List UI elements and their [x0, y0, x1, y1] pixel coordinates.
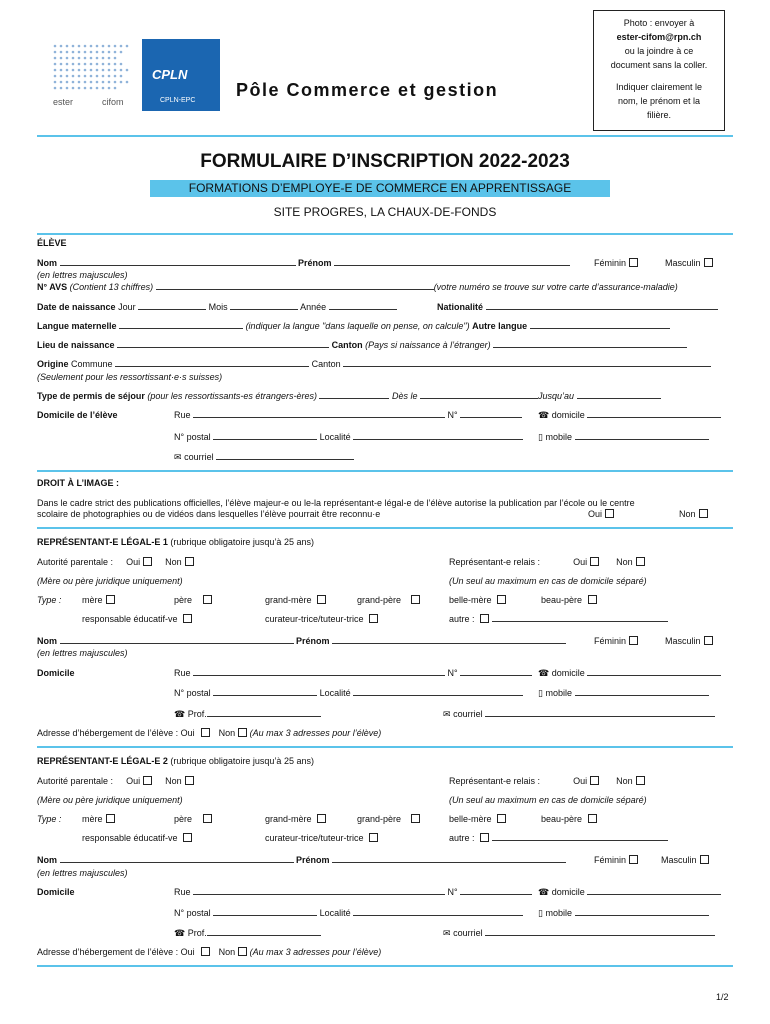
phone-icon: ☎ — [538, 888, 550, 898]
rep2-mere-checkbox[interactable] — [106, 814, 115, 823]
domicile-phone-label: domicile — [551, 887, 585, 897]
rep1-mere-checkbox[interactable] — [106, 595, 115, 604]
rep2-resp — [82, 833, 192, 843]
dot-grid-icon — [50, 42, 130, 96]
divider — [37, 135, 733, 137]
rep2-courriel-field[interactable] — [485, 928, 715, 936]
rep1-domicile-phone-field[interactable] — [587, 668, 721, 676]
masculin-checkbox[interactable] — [704, 258, 713, 267]
courriel-label: courriel — [184, 452, 214, 462]
rep2-heading-note: (rubrique obligatoire jusqu’à 25 ans) — [170, 756, 314, 766]
rep2-prenom-field[interactable] — [332, 855, 566, 863]
permis-label: Type de permis de séjour — [37, 391, 145, 401]
avs-label: N° AVS — [37, 282, 68, 292]
rep2-masculin-checkbox[interactable] — [700, 855, 709, 864]
rep1-prof-field[interactable] — [207, 709, 321, 717]
des-le-label: Dès le — [391, 391, 418, 401]
rep2-heading: REPRÉSENTANT-E LÉGAL-E 2 — [37, 756, 168, 766]
phone-icon: ☎ — [174, 710, 186, 720]
rep2-beau-pere-checkbox[interactable] — [588, 814, 597, 823]
rep2-domicile-phone-field[interactable] — [587, 887, 721, 895]
pere-label: père — [174, 595, 193, 605]
rep1-rue-field[interactable] — [193, 668, 445, 676]
canton-field[interactable] — [493, 340, 687, 348]
autorite-label: Autorité parentale : — [37, 557, 114, 567]
divider — [37, 527, 733, 529]
rep2-localite-field[interactable] — [353, 908, 523, 916]
rep1-nom-row — [37, 636, 566, 646]
image-consent — [588, 509, 708, 519]
hebergement-label: Adresse d’hébergement de l’élève : Oui — [37, 728, 195, 738]
rep1-sexe — [594, 636, 713, 646]
rep1-relais-row — [449, 557, 645, 567]
phone-icon: ☎ — [538, 411, 550, 421]
lieu-label: Lieu de naissance — [37, 340, 115, 350]
masculin-label: Masculin — [665, 258, 701, 268]
localite-label: Localité — [319, 432, 351, 442]
tel-row — [538, 410, 721, 421]
suisses-note: (Seulement pour les ressortissant·e·s suisses) — [37, 372, 223, 382]
photo-line: document sans la coller. — [610, 60, 708, 70]
rep1-mere — [82, 595, 115, 605]
rep1-grand-mere-checkbox[interactable] — [317, 595, 326, 604]
autorite-non-label: Non — [165, 776, 182, 786]
photo-email: ester-cifom@rpn.ch — [616, 32, 702, 42]
envelope-icon: ✉ — [174, 453, 182, 463]
section-rep2 — [37, 756, 314, 766]
feminin-label: Féminin — [594, 636, 627, 646]
rep2-relais-non-checkbox[interactable] — [636, 776, 645, 785]
hebergement-non-label: Non — [218, 947, 236, 957]
divider — [37, 233, 733, 235]
no-field[interactable] — [460, 410, 522, 418]
relais-label: Représentant-e relais : — [449, 557, 541, 567]
autorite-oui-label: Oui — [126, 557, 141, 567]
rep1-resp-checkbox[interactable] — [183, 614, 192, 623]
origine-row — [37, 359, 711, 369]
rep2-prof-field[interactable] — [207, 928, 321, 936]
lieu-row — [37, 340, 687, 350]
hebergement-non-label: Non — [218, 728, 236, 738]
image-text-1: Dans le cadre strict des publications officielles, l’élève majeur-e ou le-la représentant-e légal-e de l’élève autorise la publication par l’école ou le centre — [37, 498, 635, 508]
domicile-label: Domicile de l’élève — [37, 410, 118, 420]
prof-label: Prof. — [187, 709, 207, 719]
langue-field[interactable] — [119, 321, 243, 329]
mobile-icon: ▯ — [538, 909, 543, 919]
page-title: FORMULAIRE D’INSCRIPTION 2022-2023 — [200, 151, 570, 172]
rep2-sexe — [594, 855, 709, 865]
divider — [37, 965, 733, 967]
avs-hint: (votre numéro se trouve sur votre carte d’assurance-maladie) — [433, 282, 678, 292]
rep2-autre-checkbox[interactable] — [480, 833, 489, 842]
rep1-autorite-row — [37, 557, 194, 567]
no-label: N° — [447, 410, 458, 420]
naissance-row — [37, 302, 397, 312]
npa-row — [174, 432, 523, 442]
type-label: Type : — [37, 814, 62, 824]
rep2-no-field[interactable] — [460, 887, 532, 895]
image-non-checkbox[interactable] — [699, 509, 708, 518]
mere-label: mère — [82, 814, 103, 824]
domicile-phone-field[interactable] — [587, 410, 721, 418]
no-label: N° — [447, 668, 458, 678]
rep1-npa-field[interactable] — [213, 688, 317, 696]
resp-label: responsable éducatif-ve — [82, 833, 178, 843]
mobile-icon: ▯ — [538, 689, 543, 699]
rep2-hebergement-non-checkbox[interactable] — [238, 947, 247, 956]
lieu-field[interactable] — [117, 340, 329, 348]
rep1-feminin-checkbox[interactable] — [629, 636, 638, 645]
jour-field[interactable] — [138, 302, 206, 310]
site-title: SITE PROGRES, LA CHAUX-DE-FONDS — [273, 205, 497, 219]
eleve-nom-row — [37, 258, 570, 268]
rep1-belle-mere — [449, 595, 506, 605]
rep2-grand-pere-checkbox[interactable] — [411, 814, 420, 823]
canton-label: Canton — [331, 340, 363, 350]
mere-label: mère — [82, 595, 103, 605]
npa-label: N° postal — [174, 908, 211, 918]
image-non-label: Non — [679, 509, 696, 519]
divider — [37, 470, 733, 472]
rep1-pere-checkbox[interactable] — [203, 595, 212, 604]
feminin-label: Féminin — [594, 855, 627, 865]
rep2-prof-row — [174, 928, 321, 939]
un-seul-note: (Un seul au maximum en cas de domicile séparé) — [449, 795, 647, 805]
relais-non-label: Non — [616, 557, 633, 567]
permis-field[interactable] — [319, 391, 389, 399]
canton2-label: Canton — [311, 359, 341, 369]
rep2-nom-field[interactable] — [60, 855, 294, 863]
courriel-label: courriel — [453, 928, 483, 938]
courriel-row — [174, 452, 354, 463]
pere-label: père — [174, 814, 193, 824]
rep1-autre-checkbox[interactable] — [480, 614, 489, 623]
rue-row — [174, 410, 522, 420]
rep1-masculin-checkbox[interactable] — [704, 636, 713, 645]
rep1-autre — [449, 614, 668, 624]
mois-field[interactable] — [230, 302, 298, 310]
jusqu-field[interactable] — [577, 391, 661, 399]
rep2-pere — [174, 814, 212, 824]
rep2-curateur-checkbox[interactable] — [369, 833, 378, 842]
rep2-npa-field[interactable] — [213, 908, 317, 916]
beau-pere-label: beau-père — [541, 595, 583, 605]
des-le-field[interactable] — [420, 391, 538, 399]
rep1-grand-pere — [357, 595, 420, 605]
rep2-autorite-oui-checkbox[interactable] — [143, 776, 152, 785]
belle-mere-label: belle-mère — [449, 814, 492, 824]
divider — [37, 746, 733, 748]
rep2-courriel-row — [443, 928, 715, 939]
rep1-relais-non-checkbox[interactable] — [636, 557, 645, 566]
rep1-localite-field[interactable] — [353, 688, 523, 696]
commune-label: Commune — [71, 359, 113, 369]
prof-label: Prof. — [187, 928, 207, 938]
rep2-autre — [449, 833, 668, 843]
phone-icon: ☎ — [538, 669, 550, 679]
rue-label: Rue — [174, 668, 191, 678]
rep2-feminin-checkbox[interactable] — [629, 855, 638, 864]
rue-label: Rue — [174, 410, 191, 420]
rep1-tel-row — [538, 668, 721, 679]
section-rep1 — [37, 537, 314, 547]
rep1-hebergement-oui-checkbox[interactable] — [201, 728, 210, 737]
naissance-label: Date de naissance — [37, 302, 116, 312]
rep2-relais-oui-checkbox[interactable] — [590, 776, 599, 785]
cpln-logo — [142, 39, 220, 111]
relais-label: Représentant-e relais : — [449, 776, 541, 786]
rep1-mobile-field[interactable] — [575, 688, 709, 696]
majuscules-note: (en lettres majuscules) — [37, 868, 128, 878]
rep1-prof-row — [174, 709, 321, 720]
relais-non-label: Non — [616, 776, 633, 786]
un-seul-note: (Un seul au maximum en cas de domicile séparé) — [449, 576, 647, 586]
page-number: 1/2 — [716, 992, 729, 1002]
rep1-courriel-row — [443, 709, 715, 720]
grand-mere-label: grand-mère — [265, 814, 312, 824]
relais-oui-label: Oui — [573, 776, 588, 786]
nationalite-row — [437, 302, 718, 312]
origine-label: Origine — [37, 359, 69, 369]
avs-row — [37, 282, 678, 292]
jusqu-label: Jusqu’au — [538, 391, 575, 401]
langue-row — [37, 321, 670, 331]
photo-line: ou la joindre à ce — [624, 46, 694, 56]
image-text-2: scolaire de photographies ou de vidéos dans lesquelles l’élève pourrait être reconnu·e — [37, 509, 381, 519]
courriel-field[interactable] — [216, 452, 354, 460]
school-name: Pôle Commerce et gestion — [236, 80, 499, 100]
cpln-logo-text: CPLN — [152, 67, 188, 82]
envelope-icon: ✉ — [443, 710, 451, 720]
commune-field[interactable] — [115, 359, 309, 367]
rep2-autre-field[interactable] — [492, 833, 668, 841]
envelope-icon: ✉ — [443, 929, 451, 939]
autre-label: autre : — [449, 833, 475, 843]
nationalite-label: Nationalité — [437, 302, 484, 312]
rep1-hebergement-row — [37, 728, 381, 738]
rep1-autorite-oui-checkbox[interactable] — [143, 557, 152, 566]
rep2-domicile-label: Domicile — [37, 887, 75, 897]
rep1-heading-note: (rubrique obligatoire jusqu’à 25 ans) — [170, 537, 314, 547]
grand-pere-label: grand-père — [357, 595, 402, 605]
masculin-label: Masculin — [665, 636, 701, 646]
rep2-relais-row — [449, 776, 645, 786]
belle-mere-label: belle-mère — [449, 595, 492, 605]
mobile-row — [538, 432, 709, 443]
rep2-grand-mere-checkbox[interactable] — [317, 814, 326, 823]
max3-note: (Au max 3 adresses pour l’élève) — [249, 728, 382, 738]
localite-label: Localité — [319, 908, 351, 918]
rue-field[interactable] — [193, 410, 445, 418]
rep1-resp — [82, 614, 192, 624]
avs-field[interactable] — [156, 282, 434, 290]
grand-pere-label: grand-père — [357, 814, 402, 824]
rep2-tel-row — [538, 887, 721, 898]
langue-hint: (indiquer la langue "dans laquelle on pense, on calcule") — [245, 321, 470, 331]
majuscules-note: (en lettres majuscules) — [37, 270, 128, 280]
rep1-beau-pere — [541, 595, 597, 605]
mobile-icon: ▯ — [538, 433, 543, 443]
rep1-belle-mere-checkbox[interactable] — [497, 595, 506, 604]
rep2-mobile-field[interactable] — [575, 908, 709, 916]
rep2-beau-pere — [541, 814, 597, 824]
autre-langue-label: Autre langue — [472, 321, 528, 331]
rep1-relais-oui-checkbox[interactable] — [590, 557, 599, 566]
mere-pere-note: (Mère ou père juridique uniquement) — [37, 795, 183, 805]
courriel-label: courriel — [453, 709, 483, 719]
rep1-npa-row — [174, 688, 523, 698]
rep2-npa-row — [174, 908, 523, 918]
grand-mere-label: grand-mère — [265, 595, 312, 605]
rep1-rue-row — [174, 668, 532, 678]
max3-note: (Au max 3 adresses pour l’élève) — [249, 947, 382, 957]
rep2-rue-row — [174, 887, 532, 897]
resp-label: responsable éducatif-ve — [82, 614, 178, 624]
image-oui-label: Oui — [588, 509, 603, 519]
photo-line: filière. — [646, 110, 671, 120]
autre-langue-field[interactable] — [530, 321, 670, 329]
npa-label: N° postal — [174, 432, 211, 442]
avs-note: (Contient 13 chiffres) — [69, 282, 154, 292]
domicile-phone-label: domicile — [551, 668, 585, 678]
phone-icon: ☎ — [174, 929, 186, 939]
rep2-grand-mere — [265, 814, 326, 824]
mobile-label: mobile — [545, 688, 572, 698]
rep1-grand-mere — [265, 595, 326, 605]
autre-label: autre : — [449, 614, 475, 624]
permis-hint: (pour les ressortissants-es étrangers-ères) — [147, 391, 317, 401]
image-oui-checkbox[interactable] — [605, 509, 614, 518]
rue-label: Rue — [174, 887, 191, 897]
rep2-mobile-row — [538, 908, 709, 919]
nationalite-field[interactable] — [486, 302, 718, 310]
rep2-resp-checkbox[interactable] — [183, 833, 192, 842]
annee-label: Année — [300, 302, 327, 312]
section-image: DROIT À L’IMAGE : — [37, 478, 119, 488]
rep1-nom-label: Nom — [37, 636, 57, 646]
logo-text-cifom: cifom — [102, 97, 124, 107]
rep1-hebergement-non-checkbox[interactable] — [238, 728, 247, 737]
type-label: Type : — [37, 595, 62, 605]
rep2-mere — [82, 814, 115, 824]
rep1-grand-pere-checkbox[interactable] — [411, 595, 420, 604]
curateur-label: curateur-trice/tuteur-trice — [265, 833, 364, 843]
rep2-autorite-non-checkbox[interactable] — [185, 776, 194, 785]
majuscules-note: (en lettres majuscules) — [37, 648, 128, 658]
rep1-prenom-label: Prénom — [296, 636, 330, 646]
nom-label: Nom — [37, 258, 57, 268]
annee-field[interactable] — [329, 302, 397, 310]
photo-box — [593, 10, 725, 131]
hebergement-label: Adresse d’hébergement de l’élève : Oui — [37, 947, 195, 957]
rep2-hebergement-oui-checkbox[interactable] — [201, 947, 210, 956]
localite-label: Localité — [319, 688, 351, 698]
rep2-pere-checkbox[interactable] — [203, 814, 212, 823]
npa-field[interactable] — [213, 432, 317, 440]
rep1-no-field[interactable] — [460, 668, 532, 676]
rep1-pere — [174, 595, 212, 605]
mobile-label: mobile — [545, 908, 572, 918]
no-label: N° — [447, 887, 458, 897]
mere-pere-note: (Mère ou père juridique uniquement) — [37, 576, 183, 586]
canton2-field[interactable] — [343, 359, 711, 367]
autorite-oui-label: Oui — [126, 776, 141, 786]
mobile-label: mobile — [545, 432, 572, 442]
rep2-grand-pere — [357, 814, 420, 824]
rep2-autorite-row — [37, 776, 194, 786]
rep1-heading: REPRÉSENTANT-E LÉGAL-E 1 — [37, 537, 168, 547]
rep2-belle-mere — [449, 814, 506, 824]
mois-label: Mois — [208, 302, 228, 312]
domicile-phone-label: domicile — [551, 410, 585, 420]
rep1-autre-field[interactable] — [492, 614, 668, 622]
autorite-label: Autorité parentale : — [37, 776, 114, 786]
rep1-autorite-non-checkbox[interactable] — [185, 557, 194, 566]
langue-label: Langue maternelle — [37, 321, 117, 331]
prenom-label: Prénom — [298, 258, 332, 268]
photo-line: Photo : envoyer à — [623, 18, 695, 28]
beau-pere-label: beau-père — [541, 814, 583, 824]
relais-oui-label: Oui — [573, 557, 588, 567]
jour-label: Jour — [118, 302, 136, 312]
feminin-checkbox[interactable] — [629, 258, 638, 267]
masculin-label: Masculin — [661, 855, 697, 865]
cpln-logo-sub: CPLN-EPC — [160, 97, 196, 104]
rep2-hebergement-row — [37, 947, 381, 957]
rep1-nom-field[interactable] — [60, 636, 294, 644]
rep2-belle-mere-checkbox[interactable] — [497, 814, 506, 823]
localite-field[interactable] — [353, 432, 523, 440]
rep1-beau-pere-checkbox[interactable] — [588, 595, 597, 604]
rep1-mobile-row — [538, 688, 709, 699]
autorite-non-label: Non — [165, 557, 182, 567]
rep2-curateur — [265, 833, 378, 843]
rep2-nom-row — [37, 855, 566, 865]
ester-cifom-logo — [50, 42, 130, 108]
nom-field[interactable] — [60, 258, 296, 266]
rep2-nom-label: Nom — [37, 855, 57, 865]
prenom-field[interactable] — [334, 258, 570, 266]
rep1-curateur — [265, 614, 378, 624]
logo-text-ester: ester — [53, 97, 74, 107]
rep2-prenom-label: Prénom — [296, 855, 330, 865]
rep1-courriel-field[interactable] — [485, 709, 715, 717]
subtitle: FORMATIONS D’EMPLOYE-E DE COMMERCE EN APPRENTISSAGE — [150, 180, 610, 197]
rep1-domicile-label: Domicile — [37, 668, 75, 678]
rep1-curateur-checkbox[interactable] — [369, 614, 378, 623]
eleve-sexe — [594, 258, 713, 268]
photo-line: Indiquer clairement le — [615, 82, 703, 92]
photo-line: nom, le prénom et la — [617, 96, 701, 106]
mobile-field[interactable] — [575, 432, 709, 440]
npa-label: N° postal — [174, 688, 211, 698]
canton-hint: (Pays si naissance à l’étranger) — [365, 340, 491, 350]
section-eleve: ÉLÈVE — [37, 238, 67, 248]
curateur-label: curateur-trice/tuteur-trice — [265, 614, 364, 624]
rep1-prenom-field[interactable] — [332, 636, 566, 644]
feminin-label: Féminin — [594, 258, 627, 268]
rep2-rue-field[interactable] — [193, 887, 445, 895]
permis-row — [37, 391, 661, 401]
